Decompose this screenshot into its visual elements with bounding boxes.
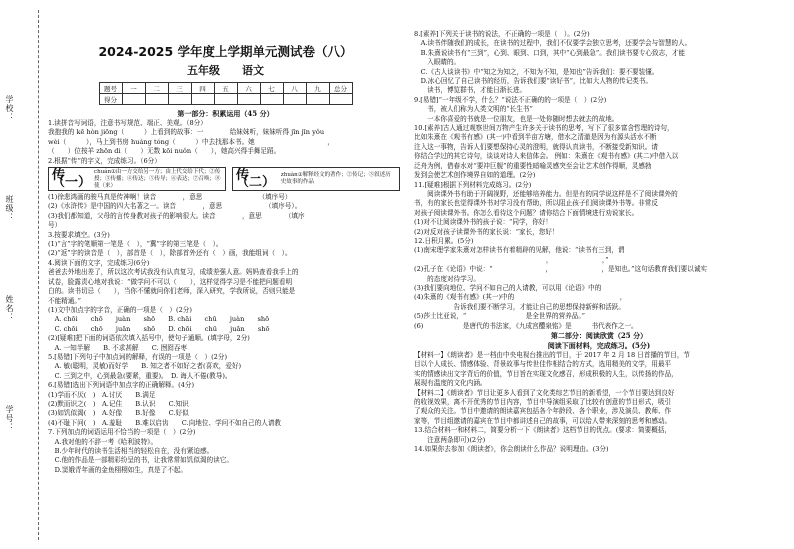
question-line: (1)徐悲鸿画的骏马真是传神啊！读音 ，意思 （填序号） — [48, 193, 292, 202]
question-line: 7.下列加点的词语运用不恰当的一项是（ ）(2分) — [48, 428, 196, 437]
question-line: 8.[素养]下列关于读书的说法，不正确的一项是（ ）。(2分) — [414, 30, 590, 38]
question-line: 你结合学过的其它诗句，谈谈对诗人来信体会。 例如：朱熹在《观书有感》(其二)中借入以 — [414, 152, 679, 161]
question-line: A.读书伴随我们的成长，在读书的过程中，我们不仅要学会独立思考，还要学会与智慧的人。 — [414, 39, 692, 48]
question-line: (2)对反对孩子读课外书的家长说：“家长，您好！ — [414, 227, 559, 236]
question-line: 实的情感读出文字背后的价值，节目旨在实现文化感召，形成积极的人生，以传扬的作品， — [414, 369, 678, 378]
question-line: 14.如果你去参加《朗读者》，你会朗读什么作品？说明理由。(3分) — [414, 445, 609, 454]
question-line: 【材料二】《朗读者》节目让更多人看到了文化类综艺节目的新希望，一个节目要达到良好 — [414, 388, 675, 397]
left-column — [48, 30, 403, 475]
cut-line — [38, 10, 39, 540]
question-line: 不能精通。” — [48, 296, 82, 305]
question-line: 白的。读书切忌（ ），当你不懂就问你们老师，深入研究，学我所说，否则只能是 — [48, 287, 296, 296]
score-header-cell: 六 — [237, 83, 260, 94]
question-line: 4.阅读下面的文字，完成练习(6分) — [48, 258, 150, 267]
question-line: 的收视效果，离不开优秀的节目内容，节目中导演组采取了比较有创意的节目形式，吸引 — [414, 398, 672, 407]
question-line: (3)我们都知道，父母的言传身教对孩子的影响很大。读音 ，意思 （填序 — [48, 211, 305, 220]
question-line: 一本你喜爱的书就是一位朋友，也是一处你随时想去就去的故地。 — [414, 114, 619, 123]
box-char: 传（二） — [236, 168, 276, 191]
question-line: (4)不耻下问( ) A.羞耻 B.难以启齿 C.向地位、学问不如自己的人请教 — [48, 418, 282, 427]
box-text: chuán①由一方交给另一方；由上代交给下代；②传授；③传播；④传达；⑤传导；⑥表达；⑦召唤；⑧使（来） — [94, 168, 221, 189]
score-cell[interactable] — [214, 94, 237, 105]
question-line: (2)“返”字的读音是（ ），部首是（ ），除部首外还有（ ）画，我能组词（ ）。 — [48, 249, 292, 258]
question-line: 书，被人们称为人类文明的“长生书” — [414, 105, 533, 114]
score-cell[interactable] — [168, 94, 191, 105]
score-row-label: 得分 — [99, 94, 122, 105]
question-line: A. 敏(聪明，灵敏)而好学 B. 知之者不如好之者(喜欢，爱好) — [48, 362, 242, 371]
question-line: (2)默而识之( ) A.记住 B.认识 C.知识 — [48, 399, 189, 408]
question-line: （ ）位按羊 zhōn di（ ）无数 kōi nuǒn（ ），她高兴得手舞足蹈。 — [48, 147, 281, 156]
question-line: 注入这一事物，告诉人们要想保持心灵的澄明，就得认真读书，不断接受新知识。请 — [414, 142, 658, 151]
section-heading: 第二部分：阅读欣赏（25 分） — [550, 331, 648, 340]
question-line: 3.按要求填空。(3分) — [48, 230, 110, 239]
exam-title: 2024-2025 学年度上学期单元测试卷（八） — [98, 44, 353, 59]
name-label: 姓名： — [5, 295, 14, 322]
question-line: (1)学而不厌( ) A.讨厌 B.满足 — [48, 390, 156, 399]
question-line: A. chōi chō juàn shō B. chāi chū juàn shō — [48, 315, 270, 324]
exam-subtitle: 五年级 语文 — [187, 64, 264, 77]
question-line: wèi（ ），马上到书房 huáng tóng（ ）中去找那本书。她 ， — [48, 137, 334, 146]
question-line: 试卷，脸露责心地对我说：“做学问不可以（ ），这样觉得学习是不能把问题看明 — [48, 277, 293, 286]
question-line: 注意两条即可)(2分) — [414, 435, 486, 444]
question-line: 我抱我的 kē hòn jiōng（ ）上看到的故事：一 给妹妹听，妹妹听得 jīn jīn yǒu — [48, 128, 325, 137]
binding-gutter — [0, 0, 40, 549]
question-line: C.《古人谈读书》中“知之为知之，不知为不知，是知也”告诉我们：要不要装懂。 — [414, 67, 659, 76]
question-line: B.朱熹说读书有“三到”，心到、眼到、口到，其中“心到最急”。我们读书要专心致志，才能 — [414, 48, 685, 57]
score-header-cell: 题号 — [99, 83, 122, 94]
question-line: (3)我们要向地位、学问不如自己的人请教，可以用《论语》中的 — [414, 283, 602, 292]
definition-box-chuan — [48, 167, 226, 191]
question-line: (3)如饥似渴( ) A.好像 B.好像 C.好似 — [48, 409, 189, 418]
question-line: (6) 是唐代的书法家，《九成宫醴泉铭》是 书代表作之一。 — [414, 321, 638, 330]
question-line: C. 三到之中，心到最急(要紧，重要)。 D. 诲人不倦(教导)。 — [48, 371, 232, 380]
question-line: 发到会使艺术创作境界自如的道理。(2分) — [414, 171, 536, 180]
score-cell[interactable] — [306, 94, 329, 105]
question-line: 1.读拼音写词语，注意书写规范、端正、美观。（8分） — [48, 119, 207, 127]
score-table — [99, 82, 353, 105]
question-line: (2)孔子在《论语》中说：“ ， ，是知也。”这句话教育我们要以诚实 — [414, 265, 708, 274]
score-cell[interactable] — [237, 94, 260, 105]
question-line: 告诉我们要不断学习，才能让自己的思想保持新鲜和活跃。 — [414, 302, 625, 311]
school-label: 学校： — [5, 95, 14, 122]
question-line: (5)莎士比亚说，“ 是全世界的营养品。” — [414, 312, 586, 321]
score-header-cell: 二 — [145, 83, 168, 94]
question-line: D.窦娥青年画的金鱼栩栩如生，真是了不起。 — [48, 465, 188, 474]
score-cell[interactable] — [260, 94, 283, 105]
score-header-cell: 五 — [214, 83, 237, 94]
question-line: 爸爸去外地出差了，所以这次考试我没有认真复习，成绩差强人意。妈妈查看我手上的 — [48, 268, 299, 277]
score-cell[interactable] — [122, 94, 145, 105]
question-line: B.少年时代的读书生活相当的轻松自在，没有紧迫感。 — [48, 447, 214, 455]
score-header-cell: 三 — [168, 83, 191, 94]
question-line: 12.日积月累。(5分) — [414, 236, 474, 245]
question-line: 泛舟为例，借春水对“要冲巨舰”的重要性暗喻灵感突至会让艺术创作得顺，灵感勃 — [414, 161, 652, 170]
score-header-cell: 七 — [260, 83, 283, 94]
question-line: 比如朱熹在《观书有感》(其一)中看到半亩方塘，借水之清澈是因为有源头活水不断 — [414, 133, 657, 142]
question-line: 11.[疑难]根据下列材料完成练习。(2分) — [414, 180, 532, 189]
score-header-cell: 四 — [191, 83, 214, 94]
question-line: (1)对不让阅读课外书的孩子说：“同学，你好！ — [414, 218, 552, 227]
section-heading: 阅读下面材料，完成练习。(5分) — [547, 341, 651, 350]
definition-box-zhuan — [232, 167, 400, 191]
question-line: D.冰心回忆了自己读书的经历，告诉我们要“读好书”，比如大人物的传记类书。 — [414, 77, 653, 86]
question-line: 13.结合材料一和材料二，简要分析一下《朗读者》这档节目的优点。(要求：简要概括， — [414, 426, 672, 435]
question-line: 阅读课外书有助于开阔视野，还能够培养能力。但是有的同学说这样是不了阅读课外的 — [414, 189, 678, 198]
question-line: 入眼睛的。 — [414, 58, 461, 67]
class-label: 班级： — [5, 195, 14, 222]
question-line: 5.[易错]下列句子中加点词的解释，有误的一项是（ ）(2分) — [48, 352, 228, 361]
question-line: 10.[素养]古人通过观察世间万物产生许多关于读书的思考，写下了很多富含哲理的诗句， — [414, 124, 674, 133]
question-line: C.他的作品是一部精彩纷呈的书，让我常常如饥似渴的读它。 — [48, 456, 233, 465]
box-char: 传（一） — [52, 168, 92, 191]
section-heading: 第一部分：积累运用（45 分） — [177, 109, 274, 118]
question-line: (1)文中加点字的字音，正确的一项是（ ）(2分) — [48, 305, 192, 314]
question-line: 号） — [48, 221, 62, 230]
score-cell[interactable] — [145, 94, 168, 105]
question-line: 目以个人成长、情感体验、背景故事与传世佳作相结合的方式，选用精美的文学，用最平 — [414, 360, 672, 369]
question-line: A. 一知半解 B. 不求甚解 C. 囫囵吞枣 — [48, 343, 188, 352]
question-line: 6.[易错]选出下列词语中加点字的正确解释。(4分) — [48, 381, 195, 390]
question-line: A.我对他的不辞一考《哈利波特》。 — [48, 437, 158, 446]
score-header-cell: 八 — [283, 83, 306, 94]
score-cell[interactable] — [283, 94, 306, 105]
score-header-cell: 一 — [122, 83, 145, 94]
question-line: 对孩子阅读课外书。你怎么看待这个问题？请你结合下面情境进行劝说家长。 — [414, 208, 639, 217]
question-line: (2)[疑难]把下面的词语依次填入括号中，使句子通顺。(填字母，2分) — [48, 334, 250, 343]
question-line: (2)《水浒传》是中国的四大名著之一。读音 ，意思 （填序号）。 — [48, 202, 302, 211]
score-cell[interactable] — [329, 94, 352, 105]
question-line: (4)朱熹的《观书有感》(其一)中的 ， — [414, 293, 627, 302]
score-cell[interactable] — [191, 94, 214, 105]
question-line: C. chōi chō juān shō D. chōi chū juān shō — [48, 324, 270, 333]
definition-boxes — [48, 167, 403, 191]
score-header-cell: 九 — [306, 83, 329, 94]
question-line: 2.根据“传”的字义，完成练习。（6分） — [48, 156, 161, 165]
score-header-cell: 总分 — [329, 83, 352, 94]
question-line: 家等，节目组邀请的嘉宾在节目中都讲述自己的故事，可以给人带来深刻的思考和感动。 — [414, 416, 672, 425]
question-line: ， ，” — [414, 255, 609, 264]
box-text: zhuàn①解释经文的著作；②传记；③叙述历史故事的作品 — [280, 172, 391, 186]
question-line: 读书，博览群书，才能日渐长进。 — [414, 86, 527, 95]
question-line: 展现有温度的文化内涵。 — [414, 379, 487, 388]
question-line: 【材料一】《朗读者》是一档由中央电视台推出的节目，于 2017 年 2 月 18 日首播的节目，节 — [414, 351, 691, 359]
question-line: 的态度对待学习。 — [414, 274, 480, 283]
right-column — [414, 30, 784, 454]
student-id-label: 学号： — [5, 405, 14, 432]
question-line: 9.[易错]“一年级不学，什么？”说法不正确的的一项是（ ）(2分) — [414, 95, 607, 104]
question-line: (1)“言”字的笔顺第一笔是（ ），“冀”字的第三笔是（ ）。 — [48, 240, 223, 249]
question-line: 书，有的家长也觉得课外书对学习没有帮助，所以阻止孩子们阅读课外书等。非常反 — [414, 199, 658, 208]
question-line: 了观众的关注。节目中邀请的朗读嘉宾包括各个年龄段、各个职业，涉及演员、教师、作 — [414, 407, 672, 416]
question-line: (1)南宋理学家朱熹对怎样读书有着精辟的见解，他说：“读书有三到，谓 — [414, 246, 625, 255]
